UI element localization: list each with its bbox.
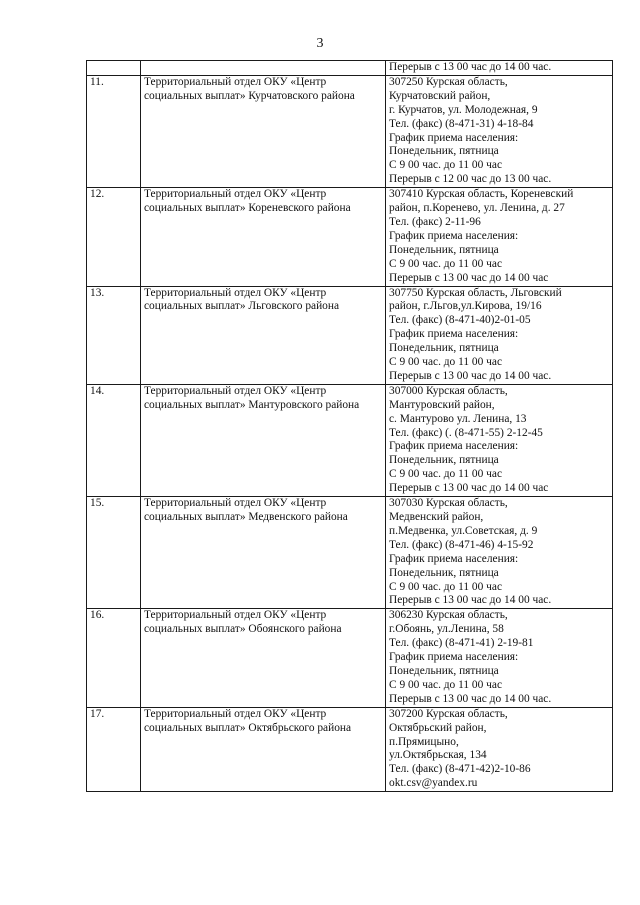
cell-info <box>386 384 613 496</box>
info-line: С 9 00 час. до 11 00 час <box>389 356 502 369</box>
info-line: 307750 Курская область, Льговский <box>389 286 562 299</box>
cell-number <box>87 61 141 76</box>
info-line: С 9 00 час. до 11 00 час <box>389 257 502 270</box>
info-line: Тел. (факс) (8-471-46) 4-15-92 <box>389 538 534 551</box>
cell-number: 12. <box>87 188 141 286</box>
cell-info <box>386 188 613 286</box>
table-row-continuation <box>87 61 613 76</box>
info-line: Понедельник, пятница <box>389 566 499 579</box>
cell-name: Территориальный отдел ОКУ «Центр социальных выплат» Льговского района <box>141 286 386 384</box>
info-line: С 9 00 час. до 11 00 час <box>389 468 502 481</box>
cell-info <box>386 609 613 707</box>
cell-name <box>141 61 386 76</box>
cell-info <box>386 497 613 609</box>
info-line: ул.Октябрьская, 134 <box>389 749 487 762</box>
info-line: 306230 Курская область, <box>389 609 508 622</box>
cell-info <box>386 286 613 384</box>
info-line: Октябрьский район, <box>389 721 487 734</box>
info-line: г.Обоянь, ул.Ленина, 58 <box>389 623 504 636</box>
cell-name: Территориальный отдел ОКУ «Центр социальных выплат» Октябрьского района <box>141 707 386 791</box>
info-line: Перерыв с 13 00 час до 14 00 час <box>389 482 549 495</box>
info-line: Понедельник, пятница <box>389 243 499 256</box>
cell-info <box>386 707 613 791</box>
cell-info <box>386 75 613 187</box>
info-line: С 9 00 час. до 11 00 час <box>389 580 502 593</box>
cell-name: Территориальный отдел ОКУ «Центр социальных выплат» Медвенского района <box>141 497 386 609</box>
info-line: График приема населения: <box>389 328 519 341</box>
info-line: График приема населения: <box>389 131 519 144</box>
info-line: График приема населения: <box>389 229 519 242</box>
info-line: Перерыв с 13 00 час до 14 00 час. <box>389 369 552 382</box>
info-line: Курчатовский район, <box>389 89 491 102</box>
info-line: г. Курчатов, ул. Молодежная, 9 <box>389 103 538 116</box>
cell-number: 15. <box>87 497 141 609</box>
info-line: Мантуровский район, <box>389 398 495 411</box>
info-line: okt.csv@yandex.ru <box>389 777 478 790</box>
info-line: Тел. (факс) (8-471-41) 2-19-81 <box>389 637 534 650</box>
info-line: Понедельник, пятница <box>389 454 499 467</box>
cell-number: 11. <box>87 75 141 187</box>
table-row <box>87 497 613 609</box>
info-line: График приема населения: <box>389 552 519 565</box>
info-line: Перерыв с 13 00 час до 14 00 час. <box>389 61 552 73</box>
info-line: район, г.Льгов,ул.Кирова, 19/16 <box>389 300 542 313</box>
info-line: Тел. (факс) (8-471-40)2-01-05 <box>389 314 531 327</box>
cell-number: 17. <box>87 707 141 791</box>
info-line: График приема населения: <box>389 440 519 453</box>
info-line: п.Прямицыно, <box>389 735 459 748</box>
info-line: График приема населения: <box>389 651 519 664</box>
info-line: Тел. (факс) (. (8-471-55) 2-12-45 <box>389 426 543 439</box>
info-line: Тел. (факс) (8-471-31) 4-18-84 <box>389 117 534 130</box>
info-line: район, п.Коренево, ул. Ленина, д. 27 <box>389 202 565 215</box>
info-line: 307000 Курская область, <box>389 384 508 397</box>
cell-name: Территориальный отдел ОКУ «Центр социальных выплат» Курчатовского района <box>141 75 386 187</box>
info-line: Перерыв с 12 00 час до 13 00 час. <box>389 173 552 186</box>
cell-number: 16. <box>87 609 141 707</box>
info-line: Тел. (факс) 2-11-96 <box>389 215 481 228</box>
info-line: Медвенский район, <box>389 511 484 523</box>
table-row <box>87 286 613 384</box>
offices-table <box>86 60 613 792</box>
page-number: 3 <box>316 36 324 51</box>
info-line: С 9 00 час. до 11 00 час <box>389 678 502 691</box>
table-row <box>87 384 613 496</box>
info-line: с. Мантурово ул. Ленина, 13 <box>389 412 527 425</box>
info-line: п.Медвенка, ул.Советская, д. 9 <box>389 524 538 537</box>
cell-name: Территориальный отдел ОКУ «Центр социальных выплат» Обоянского района <box>141 609 386 707</box>
info-line: 307250 Курская область, <box>389 75 508 88</box>
info-line: 307200 Курская область, <box>389 707 508 720</box>
table-row <box>87 707 613 791</box>
cell-name: Территориальный отдел ОКУ «Центр социальных выплат» Мантуровского района <box>141 384 386 496</box>
table-row <box>87 188 613 286</box>
info-line: Перерыв с 13 00 час до 14 00 час. <box>389 594 552 607</box>
info-line: 307410 Курская область, Кореневский <box>389 188 574 201</box>
table-row <box>87 75 613 187</box>
info-line: Понедельник, пятница <box>389 145 499 158</box>
info-line: Понедельник, пятница <box>389 664 499 677</box>
cell-info <box>386 61 613 76</box>
cell-name: Территориальный отдел ОКУ «Центр социальных выплат» Кореневского района <box>141 188 386 286</box>
table-row <box>87 609 613 707</box>
info-line: Перерыв с 13 00 час до 14 00 час <box>389 271 549 284</box>
info-line: Понедельник, пятница <box>389 342 499 355</box>
info-line: Тел. (факс) (8-471-42)2-10-86 <box>389 763 531 776</box>
offices-table-body <box>87 61 613 792</box>
info-line: Перерыв с 13 00 час до 14 00 час. <box>389 692 552 705</box>
cell-number: 14. <box>87 384 141 496</box>
cell-number: 13. <box>87 286 141 384</box>
info-line: 307030 Курская область, <box>389 497 508 510</box>
info-line: С 9 00 час. до 11 00 час <box>389 159 502 172</box>
